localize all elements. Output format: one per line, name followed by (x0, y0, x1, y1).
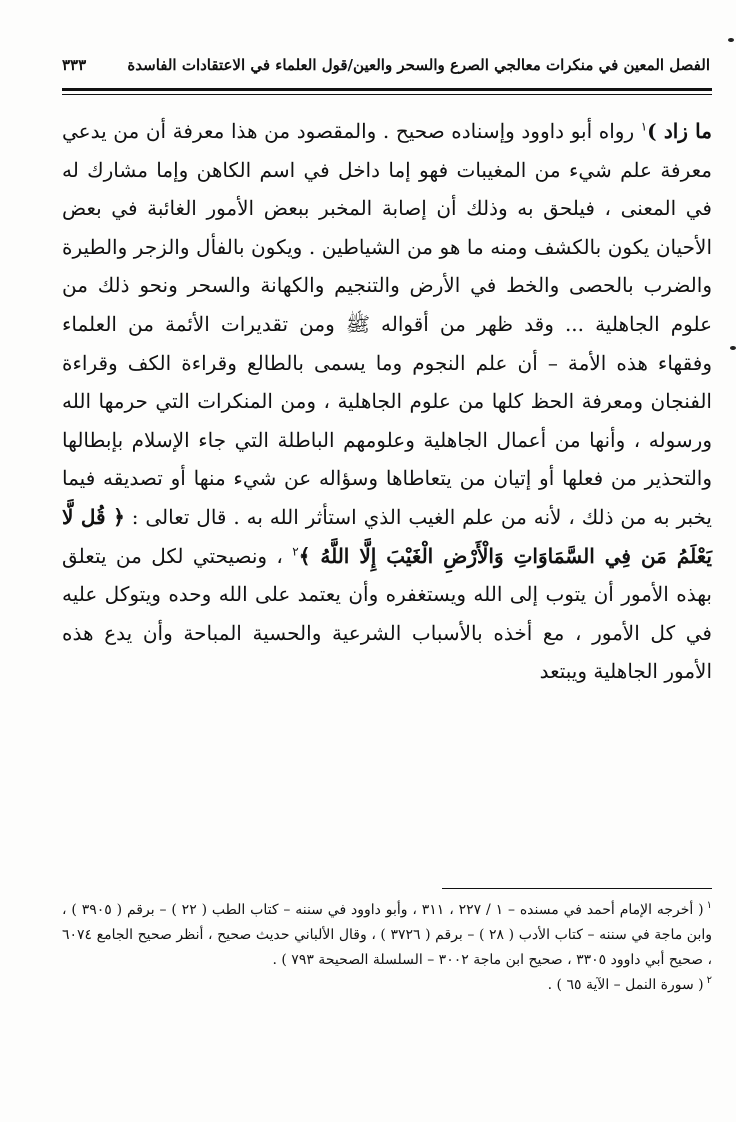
body-text (62, 112, 712, 691)
footnote-separator (442, 888, 712, 889)
body-paragraph (62, 112, 712, 691)
body-part-2: ، ونصيحتي لكل من يتعلق بهذه الأمور أن يتوب إلى الله ويستغفره وأن يعتمد على الله وحده ويتوكل عليه في كل الأمور ، مع أخذه بالأسباب الشرعية والحسية المباحة وأن يدع هذه الأمور الجاهلية ويبتعد (62, 543, 712, 684)
footnote-ref-1: ١ (640, 119, 648, 134)
footnote-1 (62, 898, 712, 973)
scan-mark (728, 38, 734, 42)
header-rule-thick (62, 88, 712, 91)
footnote-2-number: ٢ (706, 975, 712, 987)
lead-phrase: ما زاد ) (647, 119, 712, 143)
header-rule-thin (62, 94, 712, 95)
footnote-ref-2: ٢ (292, 543, 299, 558)
page-number: ٣٣٣ (62, 56, 87, 74)
footnote-2-text: ( سورة النمل – الآية ٦٥ ) . (547, 977, 704, 993)
footnotes (62, 898, 712, 998)
running-header (62, 50, 710, 90)
header-title: الفصل المعين في منكرات معالجي الصرع والسحر والعين/قول العلماء في الاعتقادات الفاسدة (127, 56, 710, 74)
quran-verse: ﴿ قُل لَّا يَعْلَمُ مَن فِي السَّمَاوَاتِ وَالْأَرْضِ الْغَيْبَ إِلَّا اللَّهُ ﴾ (62, 504, 712, 568)
scan-mark (730, 346, 736, 350)
body-part-1: رواه أبو داوود وإسناده صحيح . والمقصود من هذا معرفة أن من يدعي معرفة علم شيء من المغيبات فهو إما داخل في اسم الكاهن وإما مشارك له في المعنى ، فيلحق به وذلك أن إصابة المخبر ببعض الأمور الغائبة في بعض الأحيان يكون بالكشف ومنه ما هو من الشياطين . ويكون بالفأل والزجر والطيرة والضرب بالحصى والخط في الأرض والتنجيم والكهانة والسحر ونحو ذلك من علوم الجاهلية ... وقد ظهر من أقواله ﷺ ومن تقديرات الأئمة من العلماء وفقهاء هذه الأمة – أن علم النجوم وما يسمى بالطالع وقراءة الكف وقراءة الفنجان ومعرفة الحظ كلها من علوم الجاهلية ، ومن المنكرات التي حرمها الله ورسوله ، وأنها من أعمال الجاهلية وعلومهم الباطلة التي جاء الإسلام بإبطالها والتحذير من فعلها أو إتيان من يتعاطاها وسؤاله عن شيء منها أو تصديقه فيما يخبر به من ذلك ، لأنه من علم الغيب الذي استأثر الله به . قال تعالى : (62, 119, 712, 529)
footnote-1-number: ١ (706, 900, 712, 912)
footnote-2 (62, 973, 712, 998)
footnote-1-text: ( أخرجه الإمام أحمد في مسنده – ١ / ٢٢٧ ، ٣١١ ، وأبو داوود في سننه – كتاب الطب ( ٢٢ ) – برقم ( ٣٩٠٥ ) ، وابن ماجة في سننه – كتاب الأدب ( ٢٨ ) – برقم ( ٣٧٢٦ ) ، وقال الألباني حديث صحيح ، أنظر صحيح الجامع ٦٠٧٤ ، صحيح أبي داوود ٣٣٠٥ ، صحيح ابن ماجة ٣٠٠٢ – السلسلة الصحيحة ٧٩٣ ) . (62, 902, 712, 968)
